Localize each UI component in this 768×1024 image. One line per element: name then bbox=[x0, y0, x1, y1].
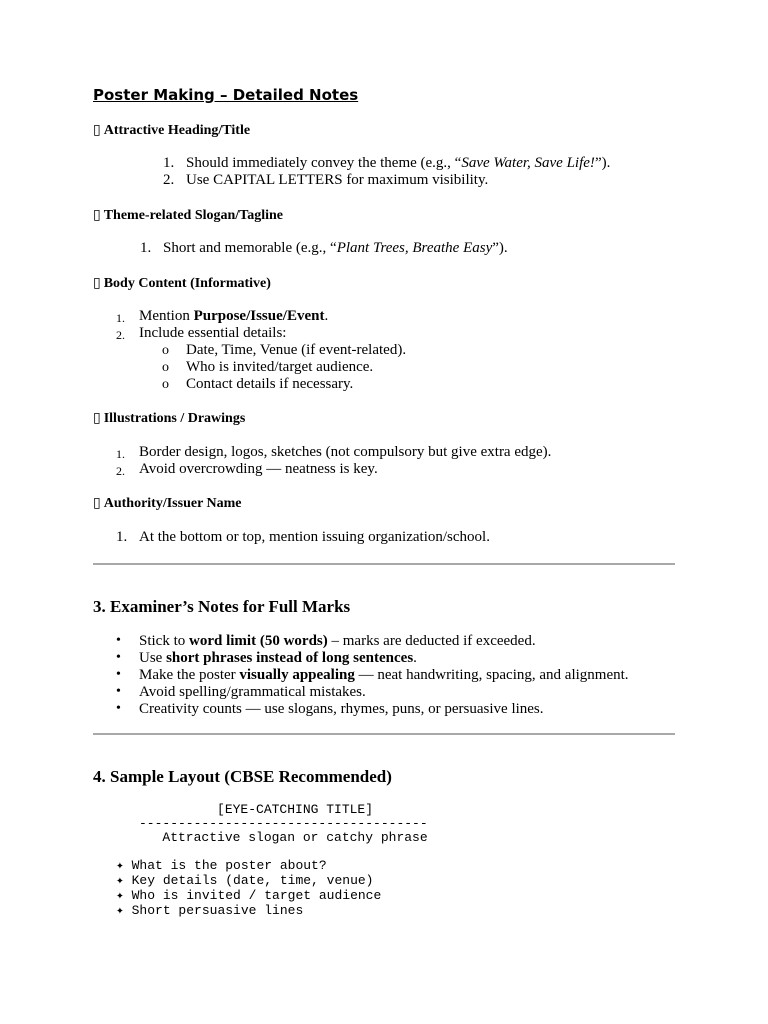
list-item-text: Use bbox=[139, 650, 167, 666]
layout-line: ✦ What is the poster about? bbox=[116, 858, 327, 873]
list-number: 1. bbox=[140, 240, 152, 256]
list-item-text: . bbox=[324, 308, 329, 324]
layout-line: ✦ Who is invited / target audience bbox=[116, 888, 382, 903]
list-number: 1. bbox=[116, 311, 125, 325]
list-item bbox=[139, 667, 629, 684]
section-heading-text: Authority/Issuer Name bbox=[103, 496, 242, 511]
section-heading bbox=[93, 495, 242, 512]
list-item: Include essential details: bbox=[139, 325, 287, 341]
sub-bullet: o bbox=[162, 343, 169, 358]
list-number: 1. bbox=[116, 447, 125, 461]
section-heading bbox=[93, 410, 245, 427]
list-item-emphasis: Save Water, Save Life! bbox=[461, 155, 595, 171]
list-item-emphasis: Plant Trees, Breathe Easy bbox=[336, 240, 493, 256]
list-item-strong: Purpose/Issue/Event bbox=[193, 308, 325, 324]
bullet-icon: • bbox=[116, 650, 121, 665]
list-item-text: ”). bbox=[594, 155, 611, 171]
list-item-strong: visually appealing bbox=[239, 667, 355, 683]
missing-glyph-icon: ▯ bbox=[93, 276, 101, 291]
section-heading-text: Theme-related Slogan/Tagline bbox=[103, 208, 284, 223]
missing-glyph-icon: ▯ bbox=[93, 411, 101, 426]
list-item-text: Make the poster bbox=[139, 667, 240, 683]
section-heading-text: Body Content (Informative) bbox=[103, 276, 271, 291]
list-item bbox=[139, 308, 328, 325]
list-item-text: Stick to bbox=[139, 633, 190, 649]
section-title: 4. Sample Layout (CBSE Recommended) bbox=[93, 767, 392, 786]
bullet-icon: • bbox=[116, 701, 121, 716]
missing-glyph-icon: ▯ bbox=[93, 123, 101, 138]
list-item-text: Mention bbox=[139, 308, 194, 324]
sub-list-item: Contact details if necessary. bbox=[186, 376, 354, 392]
section-heading bbox=[93, 275, 271, 292]
missing-glyph-icon: ▯ bbox=[93, 208, 101, 223]
list-item: Avoid spelling/grammatical mistakes. bbox=[139, 684, 366, 700]
layout-line: ✦ Short persuasive lines bbox=[116, 903, 304, 918]
sub-list-item: Date, Time, Venue (if event-related). bbox=[186, 342, 407, 358]
list-item: Creativity counts — use slogans, rhymes, puns, or persuasive lines. bbox=[139, 701, 544, 717]
section-title: 3. Examiner’s Notes for Full Marks bbox=[93, 597, 351, 616]
horizontal-divider bbox=[93, 733, 675, 735]
layout-line: [EYE-CATCHING TITLE] bbox=[139, 802, 374, 817]
section-heading-text: Illustrations / Drawings bbox=[103, 411, 246, 426]
list-item-text: Should immediately convey the theme (e.g., “ bbox=[186, 155, 462, 171]
list-item-text: — neat handwriting, spacing, and alignment. bbox=[354, 667, 629, 683]
list-number: 2. bbox=[163, 172, 175, 188]
list-item-strong: short phrases instead of long sentences bbox=[166, 650, 414, 666]
layout-line: ✦ Key details (date, time, venue) bbox=[116, 873, 374, 888]
section-heading-text: Attractive Heading/Title bbox=[103, 123, 251, 138]
list-item bbox=[186, 155, 610, 172]
list-number: 2. bbox=[116, 328, 125, 342]
page-title: Poster Making – Detailed Notes bbox=[93, 86, 359, 104]
horizontal-divider bbox=[93, 563, 675, 565]
list-item-text: ”). bbox=[492, 240, 508, 256]
bullet-icon: • bbox=[116, 667, 121, 682]
section-heading bbox=[93, 207, 283, 224]
layout-line: ------------------------------------- bbox=[139, 816, 428, 831]
list-item bbox=[163, 240, 508, 257]
list-item bbox=[139, 633, 536, 650]
list-number: 1. bbox=[163, 155, 175, 171]
list-item bbox=[139, 650, 417, 667]
bullet-icon: • bbox=[116, 633, 121, 648]
list-item: Use CAPITAL LETTERS for maximum visibility. bbox=[186, 172, 489, 188]
missing-glyph-icon: ▯ bbox=[93, 496, 101, 511]
bullet-icon: • bbox=[116, 684, 121, 699]
sub-bullet: o bbox=[162, 360, 169, 375]
sub-bullet: o bbox=[162, 377, 169, 392]
list-item: At the bottom or top, mention issuing organization/school. bbox=[139, 529, 490, 545]
sub-list-item: Who is invited/target audience. bbox=[186, 359, 374, 375]
list-item: Avoid overcrowding — neatness is key. bbox=[139, 461, 378, 477]
list-item-text: . bbox=[413, 650, 417, 666]
list-number: 1. bbox=[116, 529, 128, 545]
list-item-text: Short and memorable (e.g., “ bbox=[163, 240, 337, 256]
list-number: 2. bbox=[116, 464, 125, 478]
layout-line: Attractive slogan or catchy phrase bbox=[139, 830, 428, 845]
list-item: Border design, logos, sketches (not compulsory but give extra edge). bbox=[139, 444, 552, 460]
list-item-strong: word limit (50 words) bbox=[189, 633, 328, 649]
section-heading bbox=[93, 122, 250, 139]
list-item-text: – marks are deducted if exceeded. bbox=[327, 633, 536, 649]
